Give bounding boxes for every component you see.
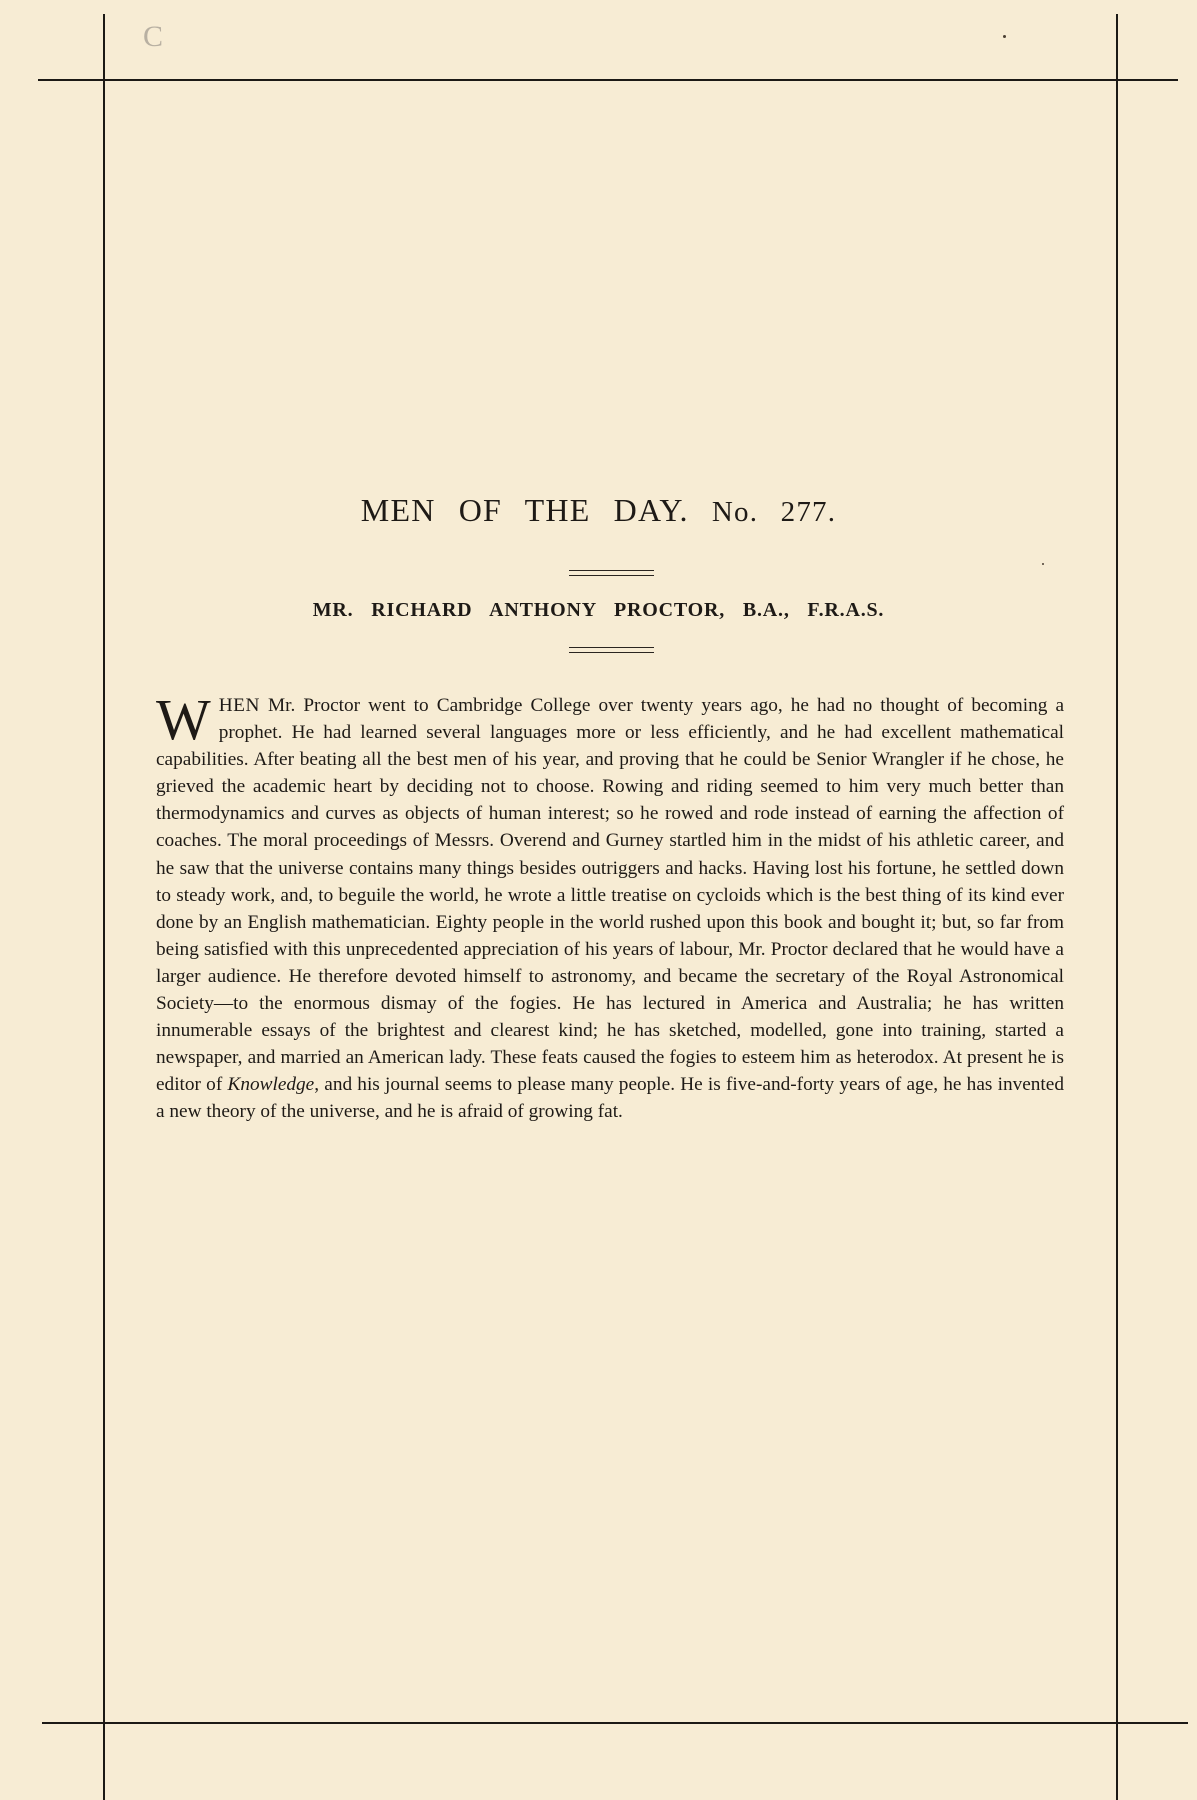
pencil-margin-mark: C	[143, 20, 164, 53]
top-border-rule	[38, 79, 1178, 81]
subject-name: MR. RICHARD ANTHONY PROCTOR, B.A., F.R.A.S.	[312, 599, 885, 621]
article-text-end: , and his journal seems to please many people. He is five-and-forty years of age, he has invented a new theory of the universe, and he is afraid of growing fat.	[156, 1074, 1064, 1123]
left-border-rule	[103, 14, 105, 1800]
journal-title: Knowledge	[227, 1074, 315, 1096]
lead-word: HEN	[218, 695, 260, 716]
article-body	[156, 687, 1064, 1126]
page-title	[0, 492, 1197, 529]
subtitle-divider	[569, 647, 654, 653]
title-divider	[569, 570, 654, 576]
bottom-border-rule	[42, 1722, 1188, 1724]
right-border-rule	[1116, 14, 1118, 1800]
drop-cap: W	[156, 687, 211, 752]
article-text: Mr. Proctor went to Cambridge College over twenty years ago, he had no thought of becoming a prophet. He had learned several languages more or less efficiently, and he had excellent mathematical capabilities. After beating all the best men of his year, and proving that he could be Senior Wrangler if he chose, he grieved the academic heart by deciding not to choose. Rowing and riding seemed to him very much better than thermodynamics and curves as objects of human interest; so he rowed and rode instead of earning the affection of coaches. The moral proceedings of Messrs. Overend and Gurney startled him in the midst of his athletic career, and he saw that the universe contains many things besides outriggers and hacks. Having lost his fortune, he settled down to steady work, and, to beguile the world, he wrote a little treatise on cycloids which is the best thing of its kind ever done by an English mathematician. Eighty people in the world rushed upon this book and bought it; but, so far from being satisfied with this unprecedented appreciation of his years of labour, Mr. Proctor declared that he would have a larger audience. He therefore devoted himself to astronomy, and became the secretary of the Royal Astronomical Society—to the enormous dismay of the fogies. He has lectured in America and Australia; he has written innumerable essays of the brightest and clearest kind; he has sketched, modelled, gone into training, started a newspaper, and married an American lady. These feats caused the fogies to esteem him as heterodox. At present he is editor of	[156, 695, 1064, 1096]
title-main: MEN OF THE DAY.	[360, 492, 689, 528]
paper-speck	[1003, 35, 1006, 38]
title-number: No. 277.	[711, 496, 837, 528]
paper-speck	[1042, 563, 1044, 565]
